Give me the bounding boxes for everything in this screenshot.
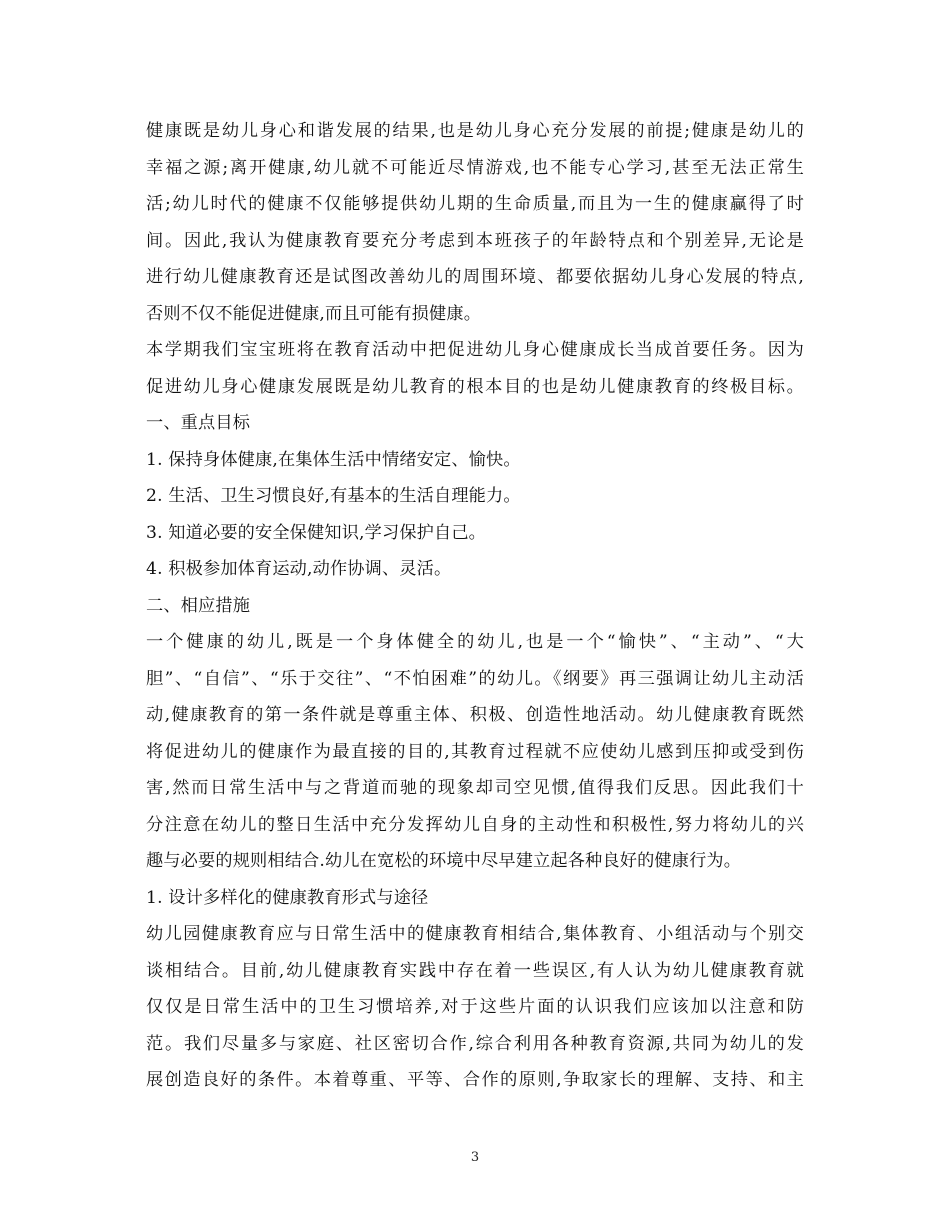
text-line: 一个健康的幼儿,既是一个身体健全的幼儿,也是一个“愉快”、“主动”、“大: [146, 632, 804, 652]
page-number: 3: [470, 1150, 480, 1165]
text-line: 幸福之源;离开健康,幼儿就不可能近尽情游戏,也不能专心学习,甚至无法正常生: [146, 157, 804, 178]
text-line: 2. 生活、卫生习惯良好,有基本的生活自理能力。: [146, 486, 521, 506]
text-line: 4. 积极参加体育运动,动作协调、灵活。: [146, 559, 452, 579]
text-line: 1. 设计多样化的健康教育形式与途径: [146, 887, 429, 908]
document-body: [146, 113, 804, 1099]
text-line: 动,健康教育的第一条件就是尊重主体、积极、创造性地活动。幼儿健康教育既然: [146, 705, 804, 725]
text-line: 趣与必要的规则相结合.幼儿在宽松的环境中尽早建立起各种良好的健康行为。: [146, 851, 742, 871]
text-line: 害,然而日常生活中与之背道而驰的现象却司空见惯,值得我们反思。因此我们十: [146, 778, 804, 798]
text-line: 1. 保持身体健康,在集体生活中情绪安定、愉快。: [146, 449, 521, 470]
text-line: 健康既是幼儿身心和谐发展的结果,也是幼儿身心充分发展的前提;健康是幼儿的: [146, 121, 804, 141]
text-line: 二、相应措施: [146, 595, 251, 616]
text-line: 分注意在幼儿的整日生活中充分发挥幼儿自身的主动性和积极性,努力将幼儿的兴: [146, 814, 804, 835]
text-line: 范。我们尽量多与家庭、社区密切合作,综合利用各种教育资源,共同为幼儿的发: [146, 1033, 804, 1054]
text-line: 将促进幼儿的健康作为最直接的目的,其教育过程就不应使幼儿感到压抑或受到伤: [146, 741, 804, 762]
text-line: 展创造良好的条件。本着尊重、平等、合作的原则,争取家长的理解、支持、和主: [146, 1070, 804, 1090]
text-line: 谈相结合。目前,幼儿健康教育实践中存在着一些误区,有人认为幼儿健康教育就: [146, 960, 804, 981]
text-line: 进行幼儿健康教育还是试图改善幼儿的周围环境、都要依据幼儿身心发展的特点,: [146, 267, 804, 287]
text-line: 本学期我们宝宝班将在教育活动中把促进幼儿身心健康成长当成首要任务。因为: [146, 340, 804, 360]
text-line: 3. 知道必要的安全保健知识,学习保护自己。: [146, 522, 487, 543]
text-line: 幼儿园健康教育应与日常生活中的健康教育相结合,集体教育、小组活动与个别交: [146, 924, 804, 944]
text-line: 胆”、“自信”、“乐于交往”、“不怕困难”的幼儿。《纲要》再三强调让幼儿主动活: [146, 668, 804, 689]
text-line: 一、重点目标: [146, 413, 251, 433]
text-line: 仅仅是日常生活中的卫生习惯培养,对于这些片面的认识我们应该加以注意和防: [146, 997, 804, 1017]
text-line: 否则不仅不能促进健康,而且可能有损健康。: [146, 303, 482, 324]
text-line: 间。因此,我认为健康教育要充分考虑到本班孩子的年龄特点和个别差异,无论是: [146, 230, 804, 251]
text-line: 促进幼儿身心健康发展既是幼儿教育的根本目的也是幼儿健康教育的终极目标。: [146, 376, 804, 397]
text-line: 活;幼儿时代的健康不仅能够提供幼儿期的生命质量,而且为一生的健康赢得了时: [146, 194, 804, 214]
